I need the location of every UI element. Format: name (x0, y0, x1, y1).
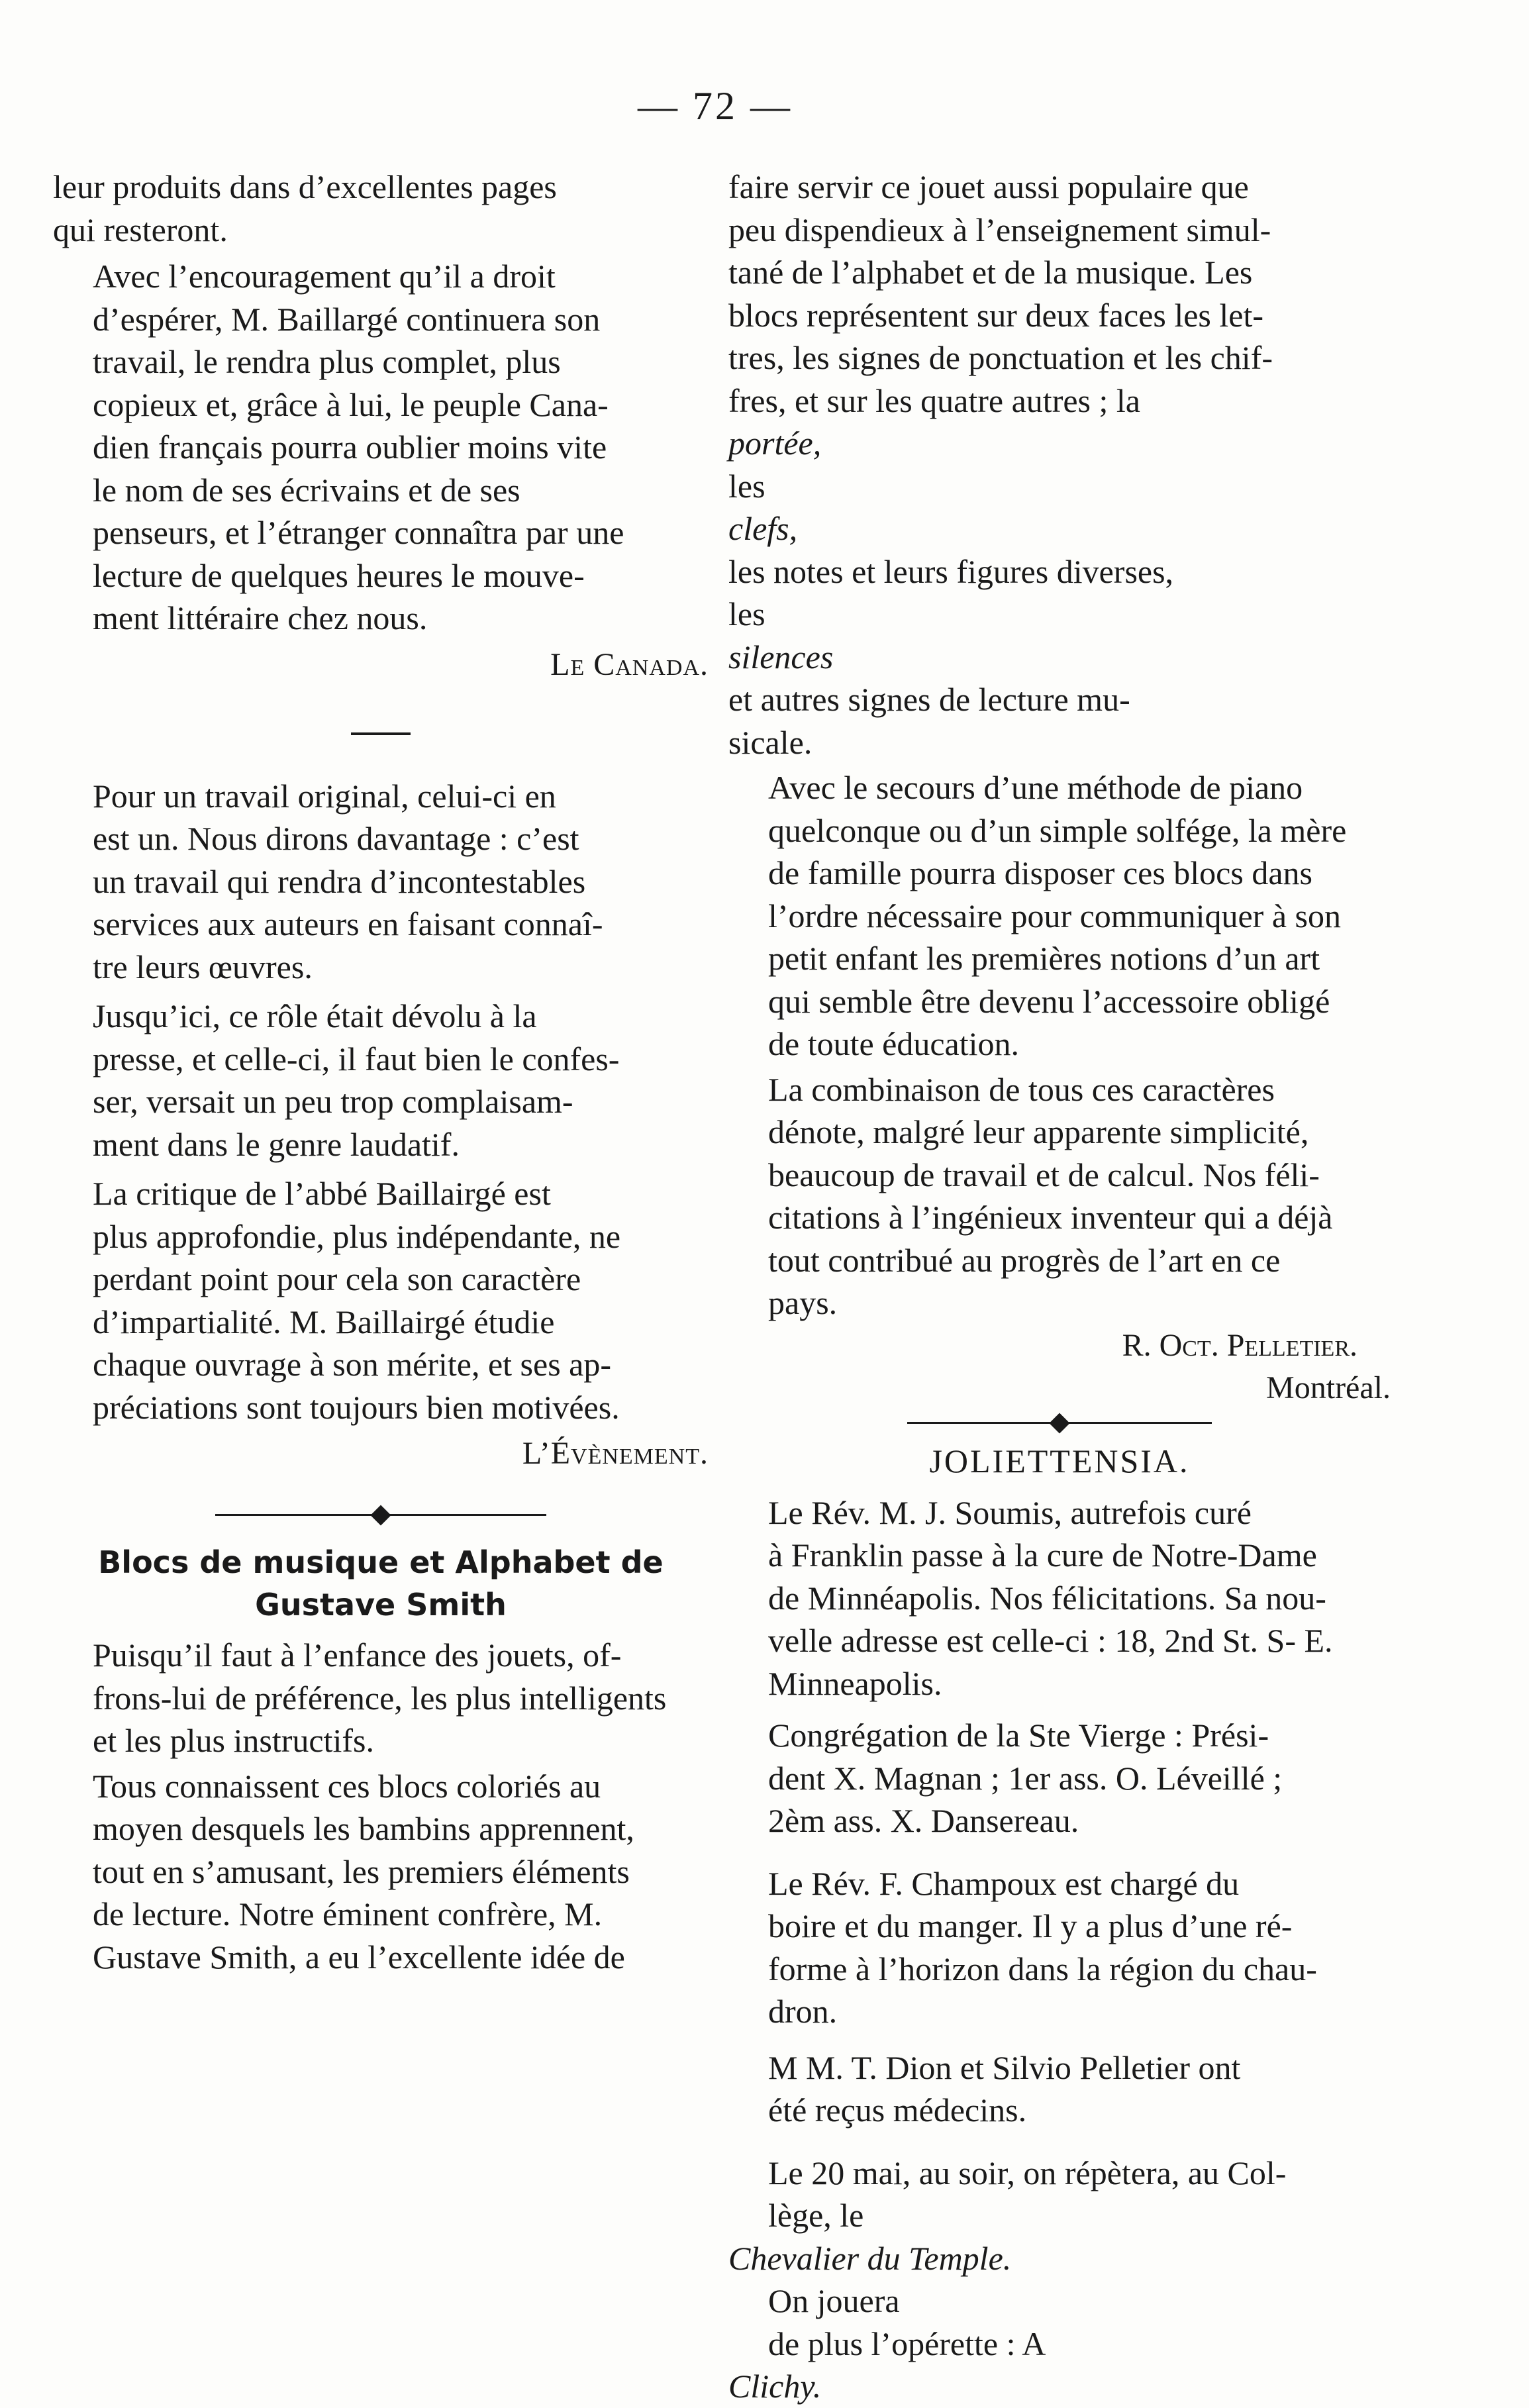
paragraph: La critique de l’abbé Baillairgé est plus approfondie, plus indépendante, ne perdant point pour cela son caractère d’impartialité. M. Baillairgé étudie chaque ouvrage à son mérite, et ses ap- préciations sont toujours bien motivées. (93, 1175, 621, 1426)
paragraph: Avec l’encouragement qu’il a droit d’espérer, M. Baillargé continuera son travail, le rendra plus complet, plus copieux et, grâce à lui, le peuple Cana- dien français pourra oublier moins vite le nom de ses écrivains et de ses penseurs, et l’étranger connaîtra par une lecture de quelques heures le mouve- ment littéraire chez nous. (93, 258, 624, 636)
signature-evenement: L’Évènement. (522, 1436, 709, 1471)
paragraph: Le Rév. M. J. Soumis, autrefois curé à Franklin passe à la cure de Notre-Dame de Minnéapolis. Nos félicitations. Sa nou- velle adresse est celle-ci : 18, 2nd St. S- E. Minneapolis. (768, 1493, 1333, 1702)
left-column (53, 166, 709, 1978)
paragraph: M M. T. Dion et Silvio Pelletier ont été reçus médecins. (768, 2048, 1241, 2129)
paragraph: leur produits dans d’excellentes pages qui resteront. (53, 168, 557, 248)
paragraph: faire servir ce jouet aussi populaire que peu dispendieux à l’enseignement simul- tané de l’alphabet et de la musique. Les blocs représentent sur deux faces les let- tres, les signes de ponctuation et les chif- fres, et sur les quatre autres ; la portée, les clefs, les notes et leurs figures diverses, les silences et autres signes de lecture mu- sicale. (728, 168, 1273, 761)
paragraph: Congrégation de la Ste Vierge : Prési- dent X. Magnan ; 1er ass. O. Léveillé ; 2èm ass. X. Dansereau. (768, 1717, 1283, 1839)
article-title: Blocs de musique et Alphabet de Gustave Smith (98, 1544, 664, 1623)
ornament-divider (907, 1416, 1212, 1429)
paragraph: Avec le secours d’une méthode de piano quelconque ou d’un simple solfége, la mère de famille pourra disposer ces blocs dans l’ordre nécessaire pour communiquer à son petit enfant les premières notions d’un art qui semble être devenu l’accessoire obligé de toute éducation. (768, 769, 1347, 1062)
paragraph: Jusqu’ici, ce rôle était dévolu à la presse, et celle-ci, il faut bien le confes- ser, versait un peu trop complaisam- ment dans le genre laudatif. (93, 997, 620, 1163)
paragraph: Tous connaissent ces blocs coloriés au moyen desquels les bambins apprennent, tout en s’amusant, les premiers éléments de lecture. Notre éminent confrère, M. Gustave Smith, a eu l’excellente idée de (93, 1767, 634, 1976)
paragraph: Le Rév. F. Champoux est chargé du boire et du manger. Il y a plus d’une ré- forme à l’horizon dans la région du chau- dron. (768, 1864, 1317, 2030)
divider (351, 732, 411, 735)
paragraph: Pour un travail original, celui-ci en est un. Nous dirons davantage : c’est un travail qui rendra d’incontestables services aux auteurs en faisant connaî- tre leurs œuvres. (93, 777, 603, 985)
signature-place: Montréal. (1266, 1370, 1391, 1405)
right-column (728, 166, 1391, 2408)
section-heading: JOLIETTENSIA. (929, 1442, 1190, 1480)
ornament-divider (215, 1508, 546, 1521)
signature-le-canada: Le Canada. (550, 646, 709, 682)
paragraph: Puisqu’il faut à l’enfance des jouets, of- frons-lui de préférence, les plus intelligents et les plus instructifs. (93, 1636, 667, 1759)
paragraph: Le 20 mai, au soir, on répètera, au Col- lège, le Chevalier du Temple. On jouera de plus l’opérette : A Clichy. (728, 2154, 1287, 2405)
page-number: — 72 — (638, 84, 793, 128)
paragraph: La combinaison de tous ces caractères dénote, malgré leur apparente simplicité, beaucoup de travail et de calcul. Nos féli- citations à l’ingénieux inventeur qui a déjà tout contribué au progrès de l’art en ce pays. (768, 1070, 1333, 1321)
signature-name: R. Oct. Pelletier. (1122, 1327, 1357, 1363)
